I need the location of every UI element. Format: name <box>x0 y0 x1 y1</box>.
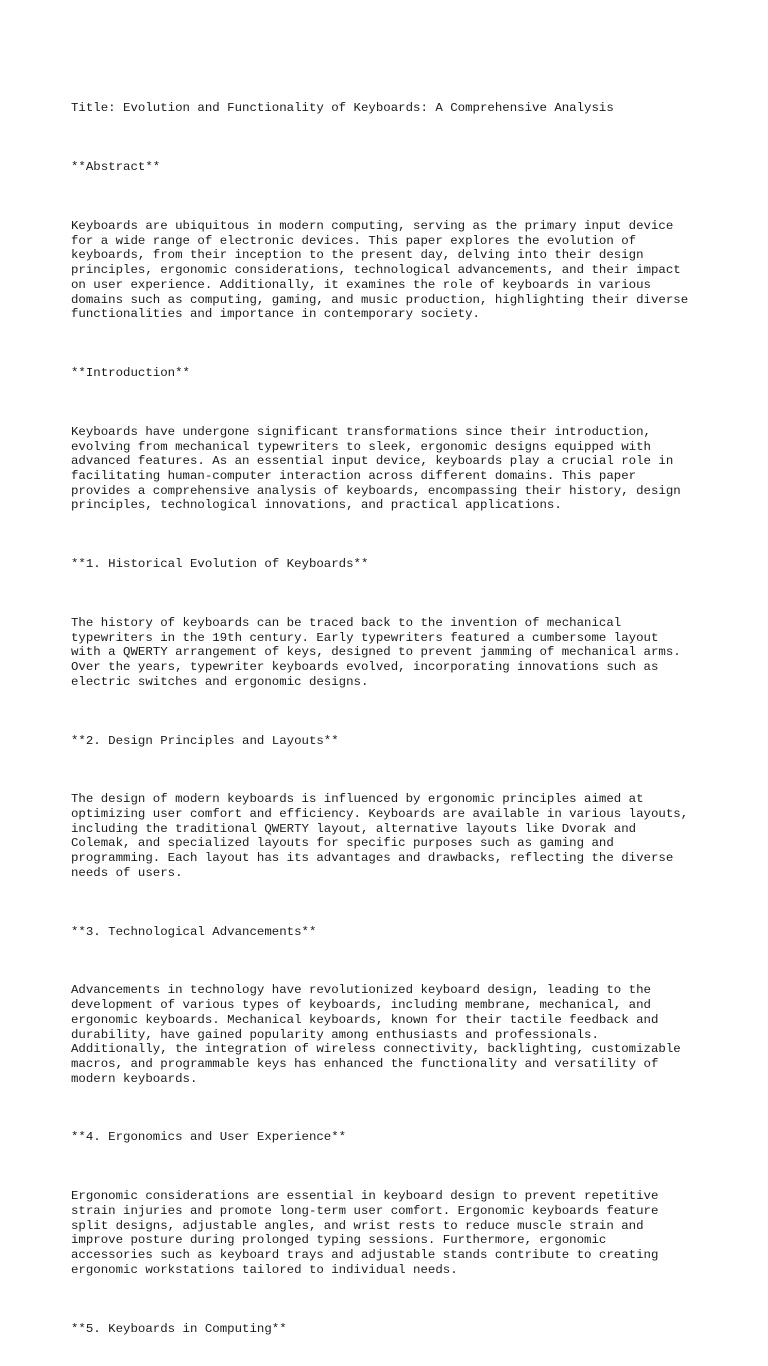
document-title: Title: Evolution and Functionality of Keyboards: A Comprehensive Analysis <box>71 101 614 116</box>
section-2-paragraph: The design of modern keyboards is influenced by ergonomic principles aimed at optimizing user comfort and efficiency. Keyboards are available in various layouts, including the traditional QWERTY layout, alternative layouts like Dvorak and Colemak, and specialized layouts for specific purposes such as gaming and programming. Each layout has its advantages and drawbacks, reflecting the diverse needs of users. <box>71 792 689 880</box>
document-page <box>71 72 711 1366</box>
section-4-paragraph: Ergonomic considerations are essential in keyboard design to prevent repetitive strain injuries and promote long-term user comfort. Ergonomic keyboards feature split designs, adjustable angles, and wrist rests to reduce muscle strain and improve posture during prolonged typing sessions. Furthermore, ergonomic accessories such as keyboard trays and adjustable stands contribute to creating ergonomic workstations tailored to individual needs. <box>71 1189 659 1277</box>
section-5-heading: **5. Keyboards in Computing** <box>71 1321 287 1336</box>
section-3-paragraph: Advancements in technology have revolutionized keyboard design, leading to the development of various types of keyboards, including membrane, mechanical, and ergonomic keyboards. Mechanical keyboards, known for their tactile feedback and durability, have gained popularity among enthusiasts and professionals. Additionally, the integration of wireless connectivity, backlighting, customizable macros, and programmable keys has enhanced the functionality and versatility of modern keyboards. <box>71 983 681 1086</box>
abstract-heading: **Abstract** <box>71 160 161 175</box>
section-1-paragraph: The history of keyboards can be traced back to the invention of mechanical typewriters in the 19th century. Early typewriters featured a cumbersome layout with a QWERTY arrangement of keys, designed to prevent jamming of mechanical arms. Over the years, typewriter keyboards evolved, incorporating innovations such as electric switches and ergonomic designs. <box>71 615 681 689</box>
section-3-heading: **3. Technological Advancements** <box>71 924 317 939</box>
section-1-heading: **1. Historical Evolution of Keyboards** <box>71 557 369 572</box>
introduction-paragraph: Keyboards have undergone significant transformations since their introduction, evolving from mechanical typewriters to sleek, ergonomic designs equipped with advanced features. As an essential input device, keyboards play a crucial role in facilitating human-computer interaction across different domains. This paper provides a comprehensive analysis of keyboards, encompassing their history, design principles, technological innovations, and practical applications. <box>71 424 681 513</box>
section-4-heading: **4. Ergonomics and User Experience** <box>71 1130 347 1145</box>
section-2-heading: **2. Design Principles and Layouts** <box>71 733 339 748</box>
abstract-paragraph: Keyboards are ubiquitous in modern computing, serving as the primary input device for a wide range of electronic devices. This paper explores the evolution of keyboards, from their inception to the present day, delving into their design principles, ergonomic considerations, technological advancements, and their impact on user experience. Additionally, it examines the role of keyboards in various domains such as computing, gaming, and music production, highlighting their diverse functionalities and importance in contemporary society. <box>71 219 689 322</box>
introduction-heading: **Introduction** <box>71 366 190 381</box>
